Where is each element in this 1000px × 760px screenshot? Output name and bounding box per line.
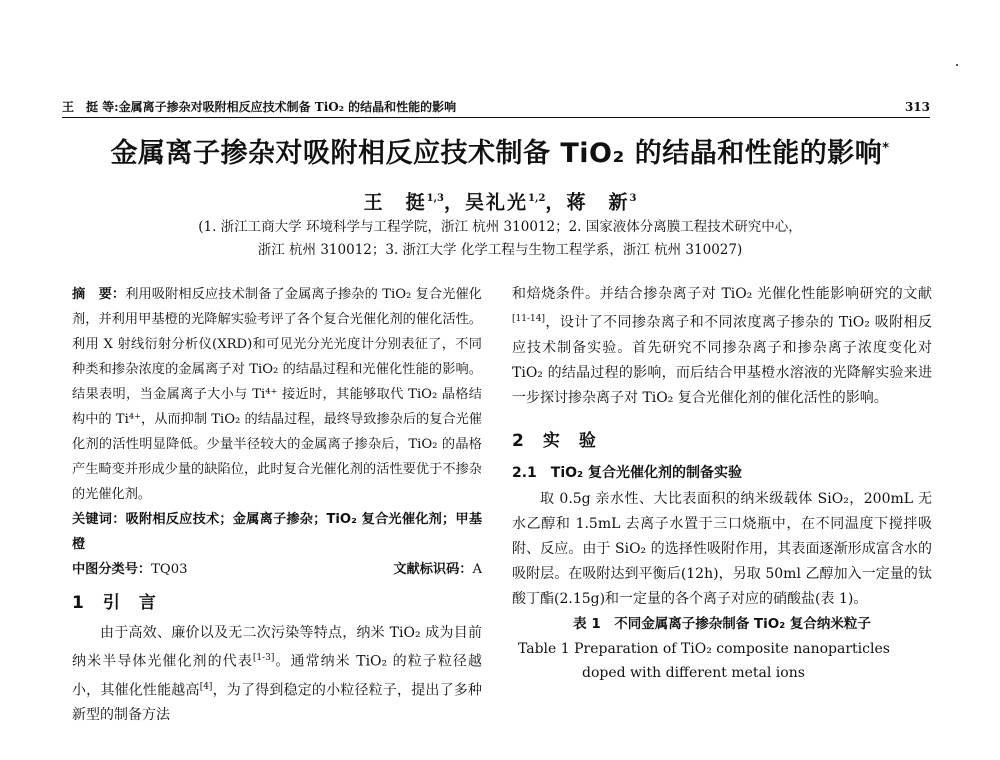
- author-name: 吴礼光: [465, 191, 529, 214]
- keywords-text: 吸附相反应技术；金属离子掺杂；TiO₂ 复合光催化剂；甲基橙: [72, 512, 483, 552]
- running-header: [62, 98, 930, 116]
- table-caption-cn: 表 1 不同金属离子掺杂制备 TiO₂ 复合纳米粒子: [573, 615, 871, 632]
- header-rule: [62, 117, 930, 118]
- title-footnote-mark: *: [882, 141, 890, 156]
- section-heading-introduction: 1 引 言: [72, 593, 157, 613]
- clc-value: TQ03: [151, 562, 188, 577]
- left-column: [72, 282, 482, 728]
- right-column: [512, 282, 932, 685]
- doc-code: [393, 557, 482, 583]
- abstract-text: 利用吸附相反应技术制备了金属离子掺杂的 TiO₂ 复合光催化剂，并利用甲基橙的光降解实验考评了各个复合光催化剂的催化活性。利用 X 射线衍射分析仪(XRD)和可见光分光光度计分别表征了，不同种类和掺杂浓度的金属离子对 TiO₂ 的结晶过程和光催化性能的影响。结果表明，当金属离子大小与 Ti⁴⁺ 接近时，其能够取代 TiO₂ 晶格结构中的 Ti⁴⁺，从而抑制 TiO₂ 的结晶过程，最终导致掺杂后的复合光催化剂的活性明显降低。少量半径较大的金属离子掺杂后，TiO₂ 的晶格产生畸变并形成少量的缺陷位，此时复合光催化剂的活性要优于不掺杂的光催化剂。: [72, 287, 482, 502]
- table-caption-en: [512, 637, 932, 685]
- author-name: 王 挺: [363, 191, 427, 214]
- abstract-label: 摘 要：: [72, 287, 126, 302]
- intro-text: ，为了得到稳定的小粒径粒子，提出了多种新型的制备方法: [72, 682, 482, 724]
- intro-cont-text: 和焙烧条件。并结合掺杂离子对 TiO₂ 光催化性能影响研究的文献: [512, 286, 932, 302]
- abstract: [72, 282, 482, 507]
- table-caption-en-line: doped with different metal ions: [582, 664, 805, 681]
- author-separator: ，: [545, 191, 567, 214]
- running-header-title: 王 挺 等:金属离子掺杂对吸附相反应技术制备 TiO₂ 的结晶和性能的影响: [62, 100, 457, 114]
- paper-title: [60, 129, 940, 174]
- intro-cont-text: ，设计了不同掺杂离子和不同浓度离子掺杂的 TiO₂ 吸附相反应技术制备实验。首先研究不同掺杂离子和掺杂离子浓度变化对 TiO₂ 的结晶过程的影响，而后结合甲基橙水溶液的光降解实验来进一步探讨掺杂离子对 TiO₂ 复合光催化剂的催化活性的影响。: [512, 314, 932, 406]
- table-caption-en-line: Table 1 Preparation of TiO₂ composite nanoparticles: [518, 640, 890, 657]
- classification-line: [72, 557, 482, 583]
- citation: [4]: [199, 681, 213, 692]
- citation: [11-14]: [512, 314, 545, 324]
- author-separator: ，: [443, 191, 465, 214]
- author-affil-sup: 1,3: [426, 193, 444, 204]
- author-name: 蒋 新: [566, 191, 630, 214]
- intro-text: 。通常纳米 TiO₂ 的粒子粒径越小，其催化性能越高: [72, 653, 483, 699]
- experiment-paragraph: 取 0.5g 亲水性、大比表面积的纳米级载体 SiO₂，200mL 无水乙醇和 1.5mL 去离子水置于三口烧瓶中，在不同温度下搅拌吸附、反应。由于 SiO₂ 的选择性吸附作用，其表面逐渐形成富含水的吸附层。在吸附达到平衡后(12h)，另取 50ml 乙醇加入一定量的钛酸丁酯(2.15g)和一定量的各个离子对应的硝酸盐(表 1)。: [512, 490, 932, 607]
- author-affil-sup: 3: [629, 193, 637, 204]
- section-heading-experiment: 2 实 验: [512, 430, 597, 451]
- clc-label: 中图分类号：: [72, 562, 152, 577]
- affiliation-line: 浙江 杭州 310012；3. 浙江大学 化学工程与生物工程学系，浙江 杭州 310027): [257, 242, 743, 258]
- author-affil-sup: 1,2: [528, 193, 546, 204]
- keywords-label: 关键词：: [72, 512, 126, 527]
- affiliations: [70, 216, 930, 262]
- doc-code-value: A: [472, 562, 482, 577]
- author-list: [60, 186, 940, 215]
- doc-code-label: 文献标识码：: [393, 562, 473, 577]
- keywords: [72, 507, 482, 557]
- affiliation-line: (1. 浙江工商大学 环境科学与工程学院，浙江 杭州 310012；2. 国家液体分离膜工程技术研究中心，: [198, 219, 802, 235]
- citation: [1-3]: [252, 653, 275, 663]
- page-number: 313: [904, 100, 930, 114]
- intro-text: 由于高效、廉价以及无二次污染等特点，纳米 TiO₂ 成为目前纳米半导体光催化剂的代表: [72, 625, 482, 670]
- intro-continuation: [512, 282, 932, 411]
- subsection-heading: 2.1 TiO₂ 复合光催化剂的制备实验: [512, 464, 743, 481]
- scan-speck: [956, 64, 958, 66]
- intro-paragraph: [72, 621, 482, 728]
- paper-title-text: 金属离子掺杂对吸附相反应技术制备 TiO₂ 的结晶和性能的影响: [110, 138, 883, 169]
